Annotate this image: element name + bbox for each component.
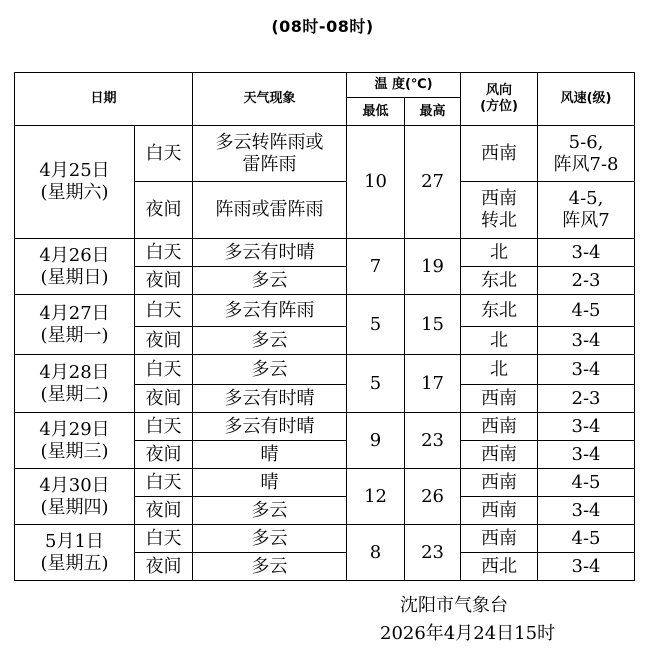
date-cell: 5月1日 (星期五) bbox=[15, 525, 135, 581]
temp-low-cell: 5 bbox=[347, 295, 405, 355]
temp-high-cell: 23 bbox=[405, 525, 461, 581]
date-cell: 4月29日 (星期三) bbox=[15, 413, 135, 469]
forecast-table bbox=[14, 72, 635, 581]
header-temp: 温 度(℃) bbox=[347, 73, 461, 98]
period-cell: 白天 bbox=[135, 469, 193, 497]
weather-cell: 多云 bbox=[193, 267, 347, 295]
wind-speed-cell: 5-6, 阵风7-8 bbox=[538, 126, 635, 182]
wind-direction-cell: 西南 bbox=[461, 469, 538, 497]
weather-cell: 多云 bbox=[193, 525, 347, 553]
wind-direction-cell: 西南 bbox=[461, 126, 538, 182]
period-cell: 夜间 bbox=[135, 267, 193, 295]
period-cell: 白天 bbox=[135, 126, 193, 182]
period-cell: 夜间 bbox=[135, 441, 193, 469]
period-cell: 白天 bbox=[135, 239, 193, 267]
wind-direction-cell: 西北 bbox=[461, 553, 538, 581]
wind-direction-cell: 北 bbox=[461, 355, 538, 385]
wind-speed-cell: 3-4 bbox=[538, 413, 635, 441]
table-row bbox=[15, 239, 635, 267]
wind-speed-cell: 3-4 bbox=[538, 239, 635, 267]
wind-speed-cell: 2-3 bbox=[538, 385, 635, 413]
wind-direction-cell: 西南 bbox=[461, 497, 538, 525]
date-cell: 4月27日 (星期一) bbox=[15, 295, 135, 355]
header-date: 日期 bbox=[15, 73, 193, 126]
table-row bbox=[15, 525, 635, 553]
wind-direction-cell: 西南 bbox=[461, 385, 538, 413]
wind-direction-cell: 西南 bbox=[461, 413, 538, 441]
wind-speed-cell: 3-4 bbox=[538, 553, 635, 581]
wind-speed-cell: 3-4 bbox=[538, 327, 635, 355]
weather-cell: 阵雨或雷阵雨 bbox=[193, 182, 347, 239]
wind-direction-cell: 北 bbox=[461, 239, 538, 267]
period-cell: 白天 bbox=[135, 413, 193, 441]
page-title: (08时-08时) bbox=[271, 17, 374, 36]
temp-high-cell: 19 bbox=[405, 239, 461, 295]
wind-speed-cell: 3-4 bbox=[538, 497, 635, 525]
period-cell: 夜间 bbox=[135, 327, 193, 355]
wind-speed-cell: 4-5 bbox=[538, 295, 635, 327]
weather-cell: 晴 bbox=[193, 469, 347, 497]
weather-cell: 多云 bbox=[193, 355, 347, 385]
temp-low-cell: 5 bbox=[347, 355, 405, 413]
wind-speed-cell: 2-3 bbox=[538, 267, 635, 295]
weather-cell: 多云有时晴 bbox=[193, 385, 347, 413]
table-row bbox=[15, 295, 635, 327]
wind-direction-cell: 北 bbox=[461, 327, 538, 355]
period-cell: 白天 bbox=[135, 295, 193, 327]
header-weather: 天气现象 bbox=[193, 73, 347, 126]
period-cell: 夜间 bbox=[135, 182, 193, 239]
wind-direction-cell: 西南 转北 bbox=[461, 182, 538, 239]
table-row bbox=[15, 355, 635, 385]
header-wind-direction: 风向 (方位) bbox=[461, 73, 538, 126]
date-cell: 4月26日 (星期日) bbox=[15, 239, 135, 295]
period-cell: 白天 bbox=[135, 355, 193, 385]
temp-high-cell: 23 bbox=[405, 413, 461, 469]
temp-low-cell: 9 bbox=[347, 413, 405, 469]
header-temp-low: 最低 bbox=[347, 98, 405, 126]
temp-high-cell: 17 bbox=[405, 355, 461, 413]
table-body bbox=[15, 126, 635, 581]
wind-direction-cell: 西南 bbox=[461, 441, 538, 469]
wind-speed-cell: 3-4 bbox=[538, 441, 635, 469]
date-cell: 4月28日 (星期二) bbox=[15, 355, 135, 413]
temp-low-cell: 7 bbox=[347, 239, 405, 295]
issuer-name: 沈阳市气象台 bbox=[400, 595, 508, 616]
wind-speed-cell: 3-4 bbox=[538, 355, 635, 385]
period-cell: 夜间 bbox=[135, 385, 193, 413]
temp-high-cell: 27 bbox=[405, 126, 461, 239]
weather-cell: 晴 bbox=[193, 441, 347, 469]
wind-speed-cell: 4-5 bbox=[538, 469, 635, 497]
weather-cell: 多云 bbox=[193, 497, 347, 525]
table-header bbox=[15, 73, 635, 126]
period-cell: 夜间 bbox=[135, 553, 193, 581]
weather-cell: 多云有阵雨 bbox=[193, 295, 347, 327]
wind-speed-cell: 4-5, 阵风7 bbox=[538, 182, 635, 239]
weather-cell: 多云转阵雨或 雷阵雨 bbox=[193, 126, 347, 182]
issue-time: 2026年4月24日15时 bbox=[380, 623, 556, 644]
temp-low-cell: 10 bbox=[347, 126, 405, 239]
table-row bbox=[15, 126, 635, 182]
wind-direction-cell: 东北 bbox=[461, 295, 538, 327]
temp-low-cell: 12 bbox=[347, 469, 405, 525]
header-temp-high: 最高 bbox=[405, 98, 461, 126]
table-row bbox=[15, 413, 635, 441]
period-cell: 白天 bbox=[135, 525, 193, 553]
temp-low-cell: 8 bbox=[347, 525, 405, 581]
header-wind-speed: 风速(级) bbox=[538, 73, 635, 126]
temp-high-cell: 26 bbox=[405, 469, 461, 525]
wind-speed-cell: 4-5 bbox=[538, 525, 635, 553]
wind-direction-cell: 西南 bbox=[461, 525, 538, 553]
weather-cell: 多云有时晴 bbox=[193, 413, 347, 441]
date-cell: 4月25日 (星期六) bbox=[15, 126, 135, 239]
table-row bbox=[15, 469, 635, 497]
date-cell: 4月30日 (星期四) bbox=[15, 469, 135, 525]
period-cell: 夜间 bbox=[135, 497, 193, 525]
weather-cell: 多云 bbox=[193, 553, 347, 581]
temp-high-cell: 15 bbox=[405, 295, 461, 355]
weather-cell: 多云 bbox=[193, 327, 347, 355]
weather-cell: 多云有时晴 bbox=[193, 239, 347, 267]
wind-direction-cell: 东北 bbox=[461, 267, 538, 295]
